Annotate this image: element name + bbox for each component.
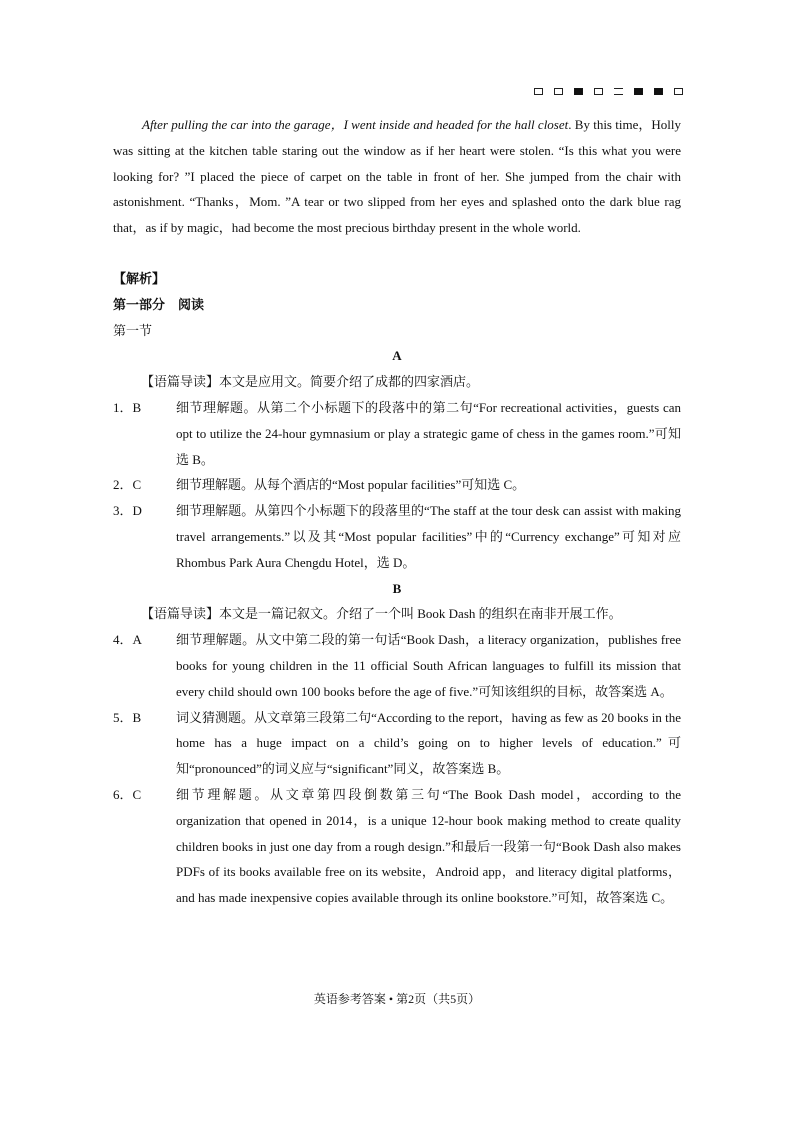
page-footer: 英语参考答案 • 第2页（共5页） [313, 992, 481, 1006]
header-mark [654, 88, 663, 95]
page-content [113, 112, 681, 911]
answer-explanation: 细节理解题。从每个酒店的“Most popular facilities”可知选 C。 [176, 477, 526, 493]
passage-text: . By this time，Holly was sitting at the kitchen table staring out the window as if her heart were stolen. “Is this what you were looking for? ”I placed the piece of carpet on the table in front of her. She jumped from the chair with astonishment. “Thanks，Mom. ”A tear or two slipped from her eyes and splashed onto the dark blue rag that，as if by magic，had become the most precious birthday present in the whole world. [113, 117, 682, 236]
section-letter: A [392, 348, 402, 364]
answer-item [113, 627, 681, 704]
answer-number: 6．C [113, 786, 142, 802]
header-mark [614, 88, 623, 95]
section-title: 第一节 [113, 322, 153, 338]
header-mark [534, 88, 543, 95]
answer-explanation: 细节理解题。从第二个小标题下的段落中的第二句“For recreational activities，guests can opt to utilize the 24-hour gymnasium or play a strategic game of chess in the games room.”可知选 B。 [176, 399, 681, 467]
answer-number: 3．D [113, 503, 142, 519]
answer-item [113, 782, 681, 911]
answer-number: 2．C [113, 477, 142, 493]
passage-italic-lead: After pulling the car into the garage，I went inside and headed for the hall closet [142, 117, 569, 132]
answer-item [113, 472, 681, 498]
section-intro: 【语篇导读】本文是一篇记叙文。介绍了一个叫 Book Dash 的组织在南非开展工作。 [141, 606, 622, 622]
answer-number: 1．B [113, 399, 142, 415]
answer-explanation: 词义猜测题。从文章第三段第二句“According to the report，having as few as 20 books in the home has a huge impact on a child’s going on to higher levels of education.”可知“pronounced”的词义应与“significant”同义，故答案选 B。 [176, 709, 681, 777]
header-mark [594, 88, 603, 95]
part-title: 第一部分 阅读 [113, 296, 205, 312]
answer-item [113, 705, 681, 782]
header-mark [554, 88, 563, 95]
section-intro: 【语篇导读】本文是应用文。简要介绍了成都的四家酒店。 [141, 374, 480, 390]
answer-explanation: 细节理解题。从文章第四段倒数第三句“The Book Dash model，according to the organization that opened in 2014，is a unique 12-hour book making method to create quality children books in just one day from a rough design.”和最后一段第一句“Book Dash also makes PDFs of its books available free on its website，Android app，and literacy digital platforms，and has made inexpensive copies available through its online bookstore.”可知，故答案选 C。 [176, 786, 681, 906]
answer-explanation: 细节理解题。从文中第二段的第一句话“Book Dash，a literacy organization，publishes free books for young children in the 11 official South African languages to fulfill its mission that every child should own 100 books before the age of five.”可知该组织的目标，故答案选 A。 [176, 632, 681, 699]
section-b [113, 576, 681, 911]
answer-explanation: 细节理解题。从第四个小标题下的段落里的“The staff at the tour desk can assist with making travel arrangements.”以及其“Most popular facilities”中的“Currency exchange”可知对应 Rhombus Park Aura Chengdu Hotel，选 D。 [176, 503, 681, 570]
section-letter: B [392, 580, 402, 596]
answer-item [113, 395, 681, 472]
header-mark [674, 88, 683, 95]
header-mark [574, 88, 583, 95]
answer-number: 4．A [113, 632, 142, 648]
answer-item [113, 498, 681, 575]
passage-paragraph [113, 112, 681, 241]
header-mark [634, 88, 643, 95]
analysis-title: 【解析】 [113, 270, 166, 286]
section-a [113, 343, 681, 575]
answer-number: 5．B [113, 709, 142, 725]
